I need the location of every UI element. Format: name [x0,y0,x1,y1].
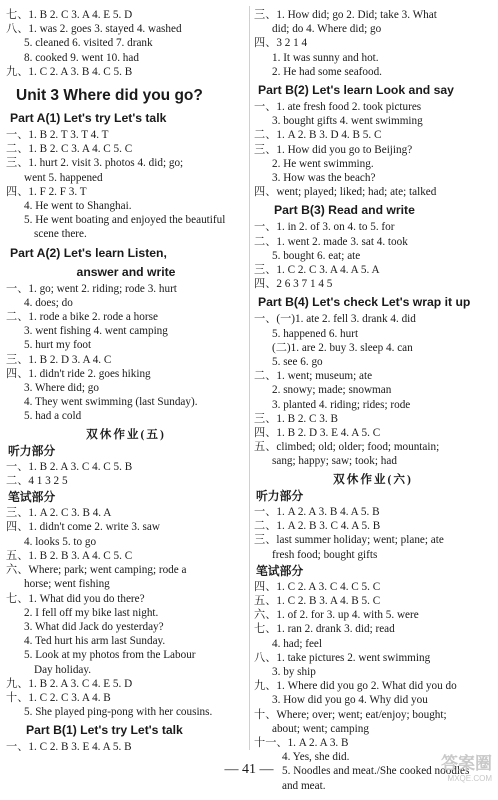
answer-line: (二)1. are 2. buy 3. sleep 4. can [272,341,413,354]
answer-line: went 5. happened [24,171,103,184]
answer-line: 十、Where; over; went; eat/enjoy; bought; [254,708,447,721]
answer-line: 4. had; feel [272,637,323,650]
answer-line: 九、1. C 2. A 3. B 4. C 5. B [6,65,133,78]
answer-line: 一、1. B 2. T 3. T 4. T [6,129,109,142]
answer-line: 三、last summer holiday; went; plane; ate [254,534,444,547]
answer-line: 四、1. B 2. D 3. E 4. A 5. C [254,427,381,440]
answer-line: 3. What did Jack do yesterday? [24,620,164,633]
answer-line: 二、1. rode a bike 2. rode a horse [6,311,158,324]
part-heading: Part B(4) Let's check Let's wrap it up [258,295,471,310]
answer-line: 4. Yes, she did. [282,751,350,764]
answer-line: 十、1. C 2. C 3. A 4. B [6,691,111,704]
part-heading: answer and write [76,264,176,279]
answer-line: 三、1. How did you go to Beijing? [254,143,413,156]
answer-line: 2. snowy; made; snowman [272,384,392,397]
answer-line: 四、1. didn't come 2. write 3. saw [6,521,160,534]
answer-line: 十一、1. A 2. A 3. B [254,736,349,749]
answer-line: 一、1. in 2. of 3. on 4. to 5. for [254,221,395,234]
answer-line: 三、1. B 2. C 3. B [254,412,338,425]
answer-line: scene there. [34,228,87,241]
answer-line: 三、1. A 2. C 3. B 4. A [6,507,112,520]
answer-line: 五、1. C 2. B 3. A 4. B 5. C [254,594,381,607]
answer-line: 5. had a cold [24,410,82,423]
homework-title: 双休作业(五) [86,427,166,441]
part-heading: Part B(2) Let's learn Look and say [258,83,454,98]
section-label: 笔试部分 [8,490,56,505]
answer-line: 七、1. ran 2. drank 3. did; read [254,623,395,636]
answer-line: 一、1. C 2. B 3. E 4. A 5. B [6,741,132,754]
answer-line: 3. went fishing 4. went camping [24,325,168,338]
section-label: 听力部分 [256,488,304,503]
answer-line: 5. happened 6. hurt [272,327,359,340]
answer-line: 1. It was sunny and hot. [272,51,379,64]
answer-line: 5. hurt my foot [24,339,92,352]
answer-line: 五、climbed; old; older; food; mountain; [254,441,440,454]
answer-line: 5. Look at my photos from the Labour [24,649,196,662]
answer-line: 二、4 1 3 2 5 [6,475,68,488]
answer-line: 九、1. B 2. A 3. C 4. E 5. D [6,677,133,690]
answer-line: 七、1. What did you do there? [6,592,145,605]
answer-line: 3. planted 4. riding; rides; rode [272,398,411,411]
answer-line: and meat. [282,779,326,792]
answer-line: 4. They went swimming (last Sunday). [24,396,198,409]
answer-line: 三、1. hurt 2. visit 3. photos 4. did; go; [6,157,184,170]
answer-line: 一、1. go; went 2. riding; rode 3. hurt [6,282,177,295]
answer-line: 3. How was the beach? [272,172,376,185]
answer-line: 二、1. went 2. made 3. sat 4. took [254,235,408,248]
answer-line: 4. Ted hurt his arm last Sunday. [24,635,166,648]
answer-line: 2. He went swimming. [272,157,374,170]
unit-title: Unit 3 Where did you go? [16,87,203,105]
answer-line: 5. cleaned 6. visited 7. drank [24,37,153,50]
answer-line: 二、1. A 2. B 3. D 4. B 5. C [254,129,382,142]
answer-line: 一、1. A 2. A 3. B 4. A 5. B [254,505,380,518]
section-label: 听力部分 [8,443,56,458]
watermark-logo [430,754,492,794]
answer-line: 二、1. went; museum; ate [254,370,373,383]
answer-line: 四、3 2 1 4 [254,37,308,50]
answer-line: 三、1. C 2. C 3. A 4. A 5. A [254,264,380,277]
answer-line: 5. see 6. go [272,356,323,369]
answer-line: 八、1. take pictures 2. went swimming [254,651,431,664]
answer-line: 8. cooked 9. went 10. had [24,51,139,64]
part-heading: Part B(3) Read and write [274,203,415,218]
watermark-subtext: MXQE.COM [447,774,492,783]
right-column [254,8,492,793]
answer-line: 5. Noodles and meat./She cooked noodles [282,765,470,778]
answer-line: 3. bought gifts 4. went swimming [272,115,423,128]
left-column [6,8,246,755]
answer-line: 四、went; played; liked; had; ate; talked [254,186,437,199]
answer-line: 5. bought 6. eat; ate [272,249,361,262]
answer-line: 四、1. C 2. A 3. C 4. C 5. C [254,580,381,593]
answer-line: 3. by ship [272,665,316,678]
part-heading: Part A(1) Let's try Let's talk [10,111,167,126]
answer-line: 二、1. A 2. B 3. C 4. A 5. B [254,520,381,533]
answer-line: 3. Where did; go [24,382,99,395]
answer-line: 三、1. How did; go 2. Did; take 3. What [254,9,437,21]
homework-title: 双休作业(六) [333,472,413,486]
answer-line: 4. looks 5. to go [24,535,97,548]
answer-line: Day holiday. [34,663,92,676]
answer-line: 4. He went to Shanghai. [24,200,132,213]
answer-line: 2. I fell off my bike last night. [24,606,159,619]
answer-line: 七、1. B 2. C 3. A 4. E 5. D [6,9,133,21]
answer-line: 一、1. ate fresh food 2. took pictures [254,101,422,114]
column-divider [249,6,250,750]
answer-line: 5. She played ping-pong with her cousins. [24,706,213,719]
answer-line: fresh food; bought gifts [272,548,378,561]
answer-line: 六、1. of 2. for 3. up 4. with 5. were [254,609,419,622]
answer-line: did; do 4. Where did; go [272,23,382,36]
part-heading: Part B(1) Let's try Let's talk [26,723,183,738]
answer-line: about; went; camping [272,722,369,735]
answer-line: 四、1. didn't ride 2. goes hiking [6,367,151,380]
watermark-text: 答案圈 [441,754,492,773]
section-label: 笔试部分 [256,563,304,578]
answer-line: horse; went fishing [24,578,110,591]
answer-line: 六、Where; park; went camping; rode a [6,564,187,577]
answer-line: 四、2 6 3 7 1 4 5 [254,278,333,291]
answer-line: 一、1. B 2. A 3. C 4. C 5. B [6,460,133,473]
answer-line: 一、(一)1. ate 2. fell 3. drank 4. did [254,313,416,326]
answer-line: 3. How did you go 4. Why did you [272,694,428,707]
answer-line: 2. He had some seafood. [272,65,382,78]
answer-line: 八、1. was 2. goes 3. stayed 4. washed [6,23,182,36]
page-number: — 41 — [224,762,274,777]
answer-line: 三、1. B 2. D 3. A 4. C [6,353,112,366]
answer-line: 4. does; do [24,296,73,309]
answer-line: 5. He went boating and enjoyed the beautiful [24,214,226,227]
answer-line: sang; happy; saw; took; had [272,455,397,468]
part-heading: Part A(2) Let's learn Listen, [10,245,167,260]
answer-line: 五、1. B 2. B 3. A 4. C 5. C [6,549,133,562]
answer-line: 四、1. F 2. F 3. T [6,185,87,198]
answer-line: 二、1. B 2. C 3. A 4. C 5. C [6,143,133,156]
answer-line: 九、1. Where did you go 2. What did you do [254,680,457,693]
